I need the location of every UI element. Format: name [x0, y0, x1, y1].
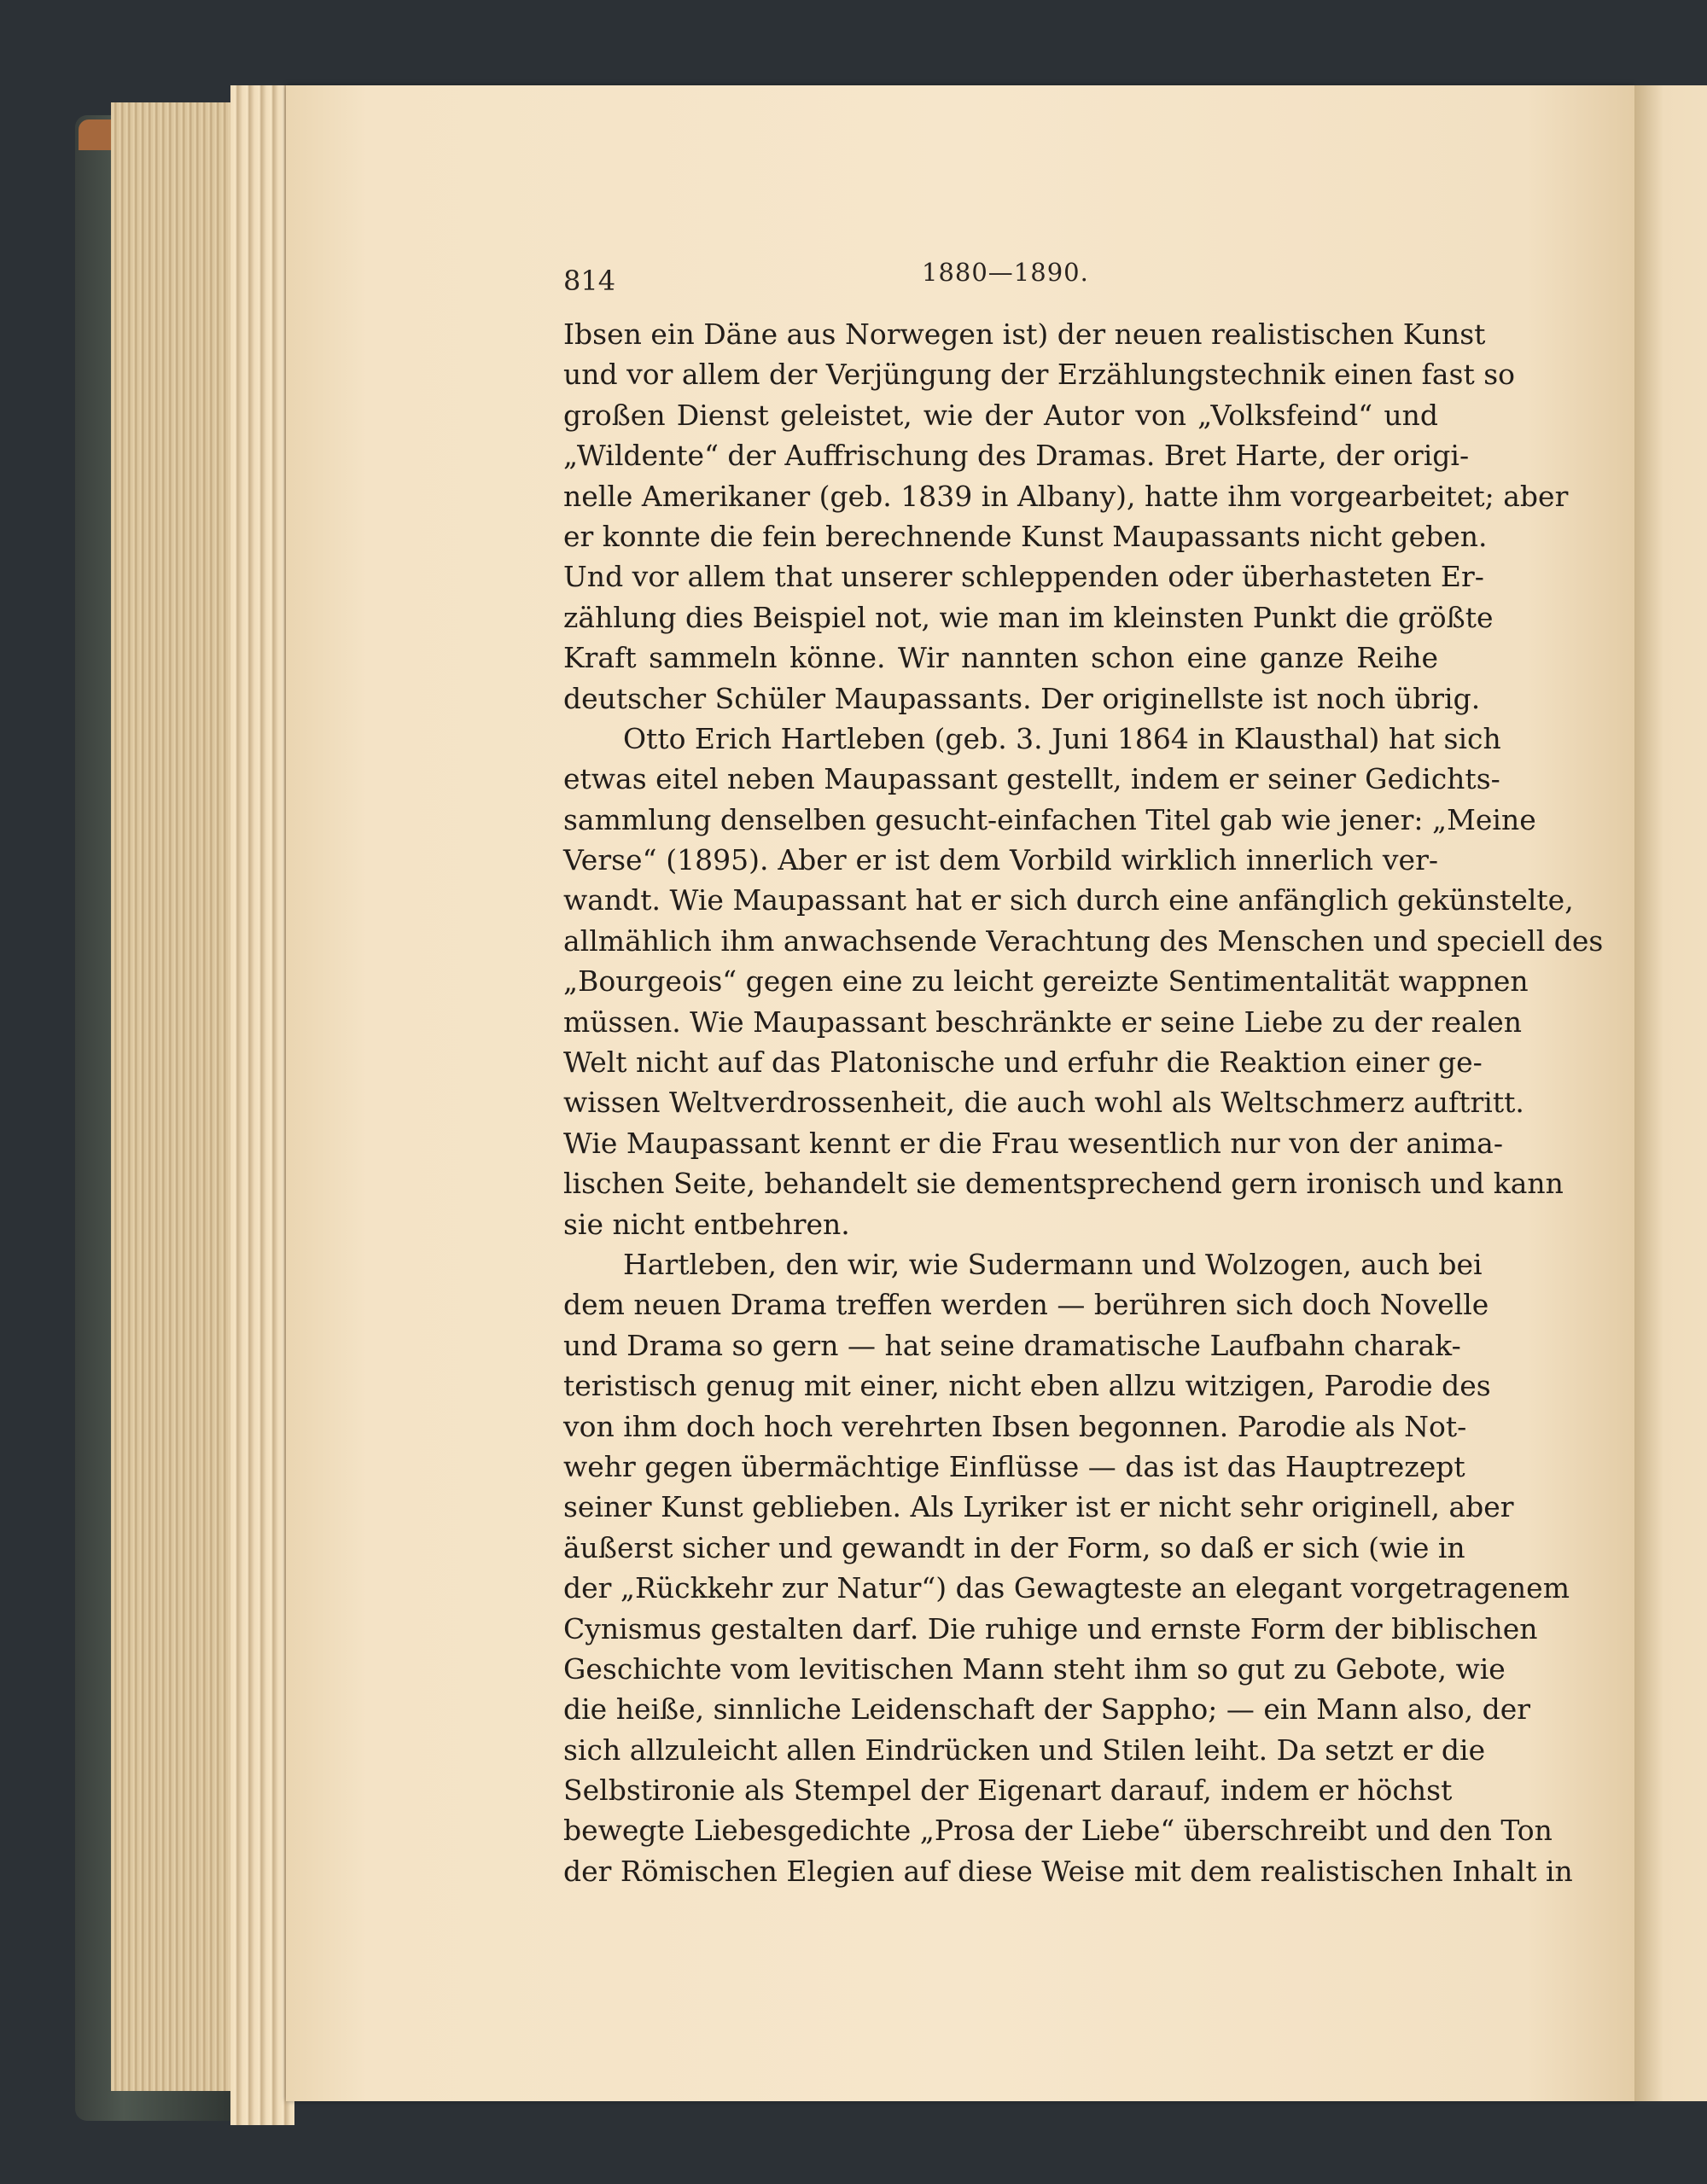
text-line: wehr gegen übermächtige Einflüsse — das ist das Hauptrezept	[563, 1449, 1465, 1483]
paragraph	[563, 1244, 1573, 1891]
text-line: Welt nicht auf das Platonische und erfuhr die Reaktion einer ge-	[563, 1045, 1483, 1080]
text-line: Geschichte vom levitischen Mann steht ihm so gut zu Gebote, wie	[563, 1651, 1506, 1686]
text-line: bewegte Liebesgedichte „Prosa der Liebe“ überschreibt und den Ton	[563, 1814, 1553, 1848]
text-line: zählung dies Beispiel not, wie man im kleinsten Punkt die größte	[563, 600, 1494, 634]
text-line: etwas eitel neben Maupassant gestellt, indem er seiner Gedichts-	[563, 762, 1500, 796]
text-line: Cynismus gestalten darf. Die ruhige und ernste Form der biblischen	[563, 1611, 1538, 1645]
text-line: Selbstironie als Stempel der Eigenart darauf, indem er höchst	[563, 1773, 1453, 1808]
page-stack-edge	[230, 85, 294, 2125]
text-line: wissen Weltverdrossenheit, die auch wohl als Weltschmerz auftritt.	[563, 1086, 1524, 1120]
text-line: sammlung denselben gesucht-einfachen Titel gab wie jener: „Meine	[563, 802, 1536, 836]
page-header	[563, 258, 1438, 300]
text-line: müssen. Wie Maupassant beschränkte er seine Liebe zu der realen	[563, 1005, 1523, 1039]
text-line: großen Dienst geleistet, wie der Autor von „Volksfeind“ und	[563, 398, 1438, 432]
facing-page-edge	[1634, 85, 1707, 2101]
text-line: nelle Amerikaner (geb. 1839 in Albany), hatte ihm vorgearbeitet; aber	[563, 479, 1569, 513]
text-line: Kraft sammeln könne. Wir nannten schon eine ganze Reihe	[563, 641, 1438, 675]
page-number: 814	[563, 265, 616, 297]
text-line: lischen Seite, behandelt sie dementsprechend gern ironisch und kann	[563, 1167, 1564, 1201]
paragraph	[563, 314, 1569, 719]
text-line: der Römischen Elegien auf diese Weise mit dem realistischen Inhalt in	[563, 1854, 1573, 1888]
text-line: er konnte die fein berechnende Kunst Maupassants nicht geben.	[563, 519, 1488, 553]
paragraph	[563, 719, 1604, 1244]
text-line: teristisch genug mit einer, nicht eben allzu witzigen, Parodie des	[563, 1369, 1491, 1403]
text-line: wandt. Wie Maupassant hat er sich durch eine anfänglich gekünstelte,	[563, 883, 1574, 917]
text-line: „Wildente“ der Auffrischung des Dramas. Bret Harte, der origi-	[563, 439, 1470, 473]
text-line: von ihm doch hoch verehrten Ibsen begonnen. Parodie als Not-	[563, 1409, 1467, 1443]
text-line: und Drama so gern — hat seine dramatische Laufbahn charak-	[563, 1328, 1461, 1362]
text-line: die heiße, sinnliche Leidenschaft der Sappho; — ein Mann also, der	[563, 1692, 1531, 1727]
text-line: Wie Maupassant kennt er die Frau wesentlich nur von der anima-	[563, 1126, 1503, 1160]
text-line: Und vor allem that unserer schleppenden oder überhasteten Er-	[563, 560, 1484, 594]
text-line: dem neuen Drama treffen werden — berühren sich doch Novelle	[563, 1288, 1489, 1322]
text-line: „Bourgeois“ gegen eine zu leicht gereizte Sentimentalität wappnen	[563, 964, 1529, 999]
text-line: seiner Kunst geblieben. Als Lyriker ist er nicht sehr originell, aber	[563, 1490, 1514, 1524]
running-title: 1880—1890.	[922, 258, 1089, 287]
text-line: Otto Erich Hartleben (geb. 3. Juni 1864 in Klausthal) hat sich	[623, 721, 1501, 755]
text-line: der „Rückkehr zur Natur“) das Gewagteste an elegant vorgetragenem	[563, 1571, 1570, 1605]
text-line: allmählich ihm anwachsende Verachtung des Menschen und speciell des	[563, 923, 1604, 958]
text-line: sie nicht entbehren.	[563, 1207, 850, 1241]
page-body	[563, 314, 1604, 1891]
text-line: deutscher Schüler Maupassants. Der originellste ist noch übrig.	[563, 681, 1481, 715]
text-line: Ibsen ein Däne aus Norwegen ist) der neuen realistischen Kunst	[563, 317, 1486, 351]
text-line: und vor allem der Verjüngung der Erzählungstechnik einen fast so	[563, 358, 1516, 392]
text-line: Verse“ (1895). Aber er ist dem Vorbild wirklich innerlich ver-	[563, 843, 1438, 877]
text-line: Hartleben, den wir, wie Sudermann und Wolzogen, auch bei	[623, 1247, 1483, 1281]
text-line: äußerst sicher und gewandt in der Form, so daß er sich (wie in	[563, 1530, 1465, 1564]
text-line: sich allzuleicht allen Eindrücken und Stilen leiht. Da setzt er die	[563, 1733, 1486, 1767]
